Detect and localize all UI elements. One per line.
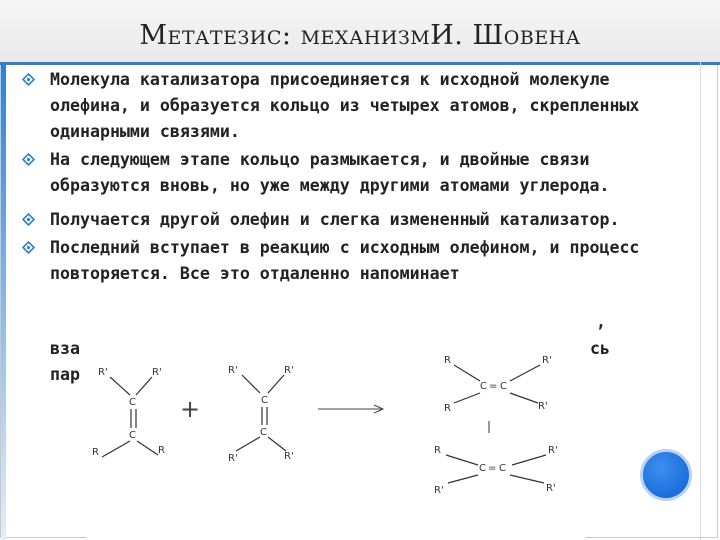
bond-label: = [489,381,498,392]
atom-label: C [479,463,486,474]
plus-sign: + [180,395,201,423]
occluded-text-fragment: сь [590,339,610,358]
slide-title: Метатезис: механизмИ. Шовена [139,20,581,51]
atom-label: C [261,395,268,406]
diamond-bullet-icon [22,213,35,226]
label: R [158,445,165,456]
label: R' [284,451,294,462]
label: R' [152,367,162,378]
bond-label: = [488,463,497,474]
atom-label: C [260,427,267,438]
label: R' [228,365,238,376]
atom-label: C [480,381,487,392]
bullet-item [20,207,660,233]
label: R' [98,367,108,378]
label: R' [538,401,548,412]
label: R [444,355,451,366]
occluded-text-fragment: , [596,312,606,331]
diamond-bullet-icon [22,241,35,254]
title-bar [0,0,720,65]
bullet-item [20,147,660,199]
bullet-list [20,67,660,287]
label: R' [228,453,238,464]
slide-nav-circle-icon[interactable] [640,449,692,501]
label: R' [284,365,294,376]
bullet-text: Последний вступает в реакцию с исходным олефином, и процесс повторяется. Все это отдаленно напоминает [50,238,640,283]
right-divider [700,62,701,540]
occluded-text-fragment: пар [50,365,80,384]
occluded-text-fragment: вза [50,339,80,358]
label: R [434,445,441,456]
metathesis-scheme [86,333,646,540]
diamond-bullet-icon [22,73,35,86]
atom-label: C [129,430,136,441]
bullet-item [20,67,660,145]
atom-label: C [500,381,507,392]
label: R' [542,355,552,366]
label: R' [548,445,558,456]
left-accent-rule [1,62,6,540]
bullet-text: Получается другой олефин и слегка измененный катализатор. [50,210,620,229]
label: R' [546,483,556,494]
diamond-bullet-icon [22,153,35,166]
atom-label: C [499,463,506,474]
bullet-item [20,235,660,287]
label: R' [434,485,444,496]
atom-label: C [129,397,136,408]
bullet-text: Молекула катализатора присоединяется к исходной молекуле олефина, и образуется кольцо из четырех атомов, скрепленных одинарными связями. [50,70,640,141]
scheme-background [86,333,586,540]
label: R [92,447,99,458]
label: R [444,403,451,414]
bullet-text: На следующем этапе кольцо размыкается, и двойные связи образуются вновь, но уже между другими атомами углерода. [50,150,610,195]
